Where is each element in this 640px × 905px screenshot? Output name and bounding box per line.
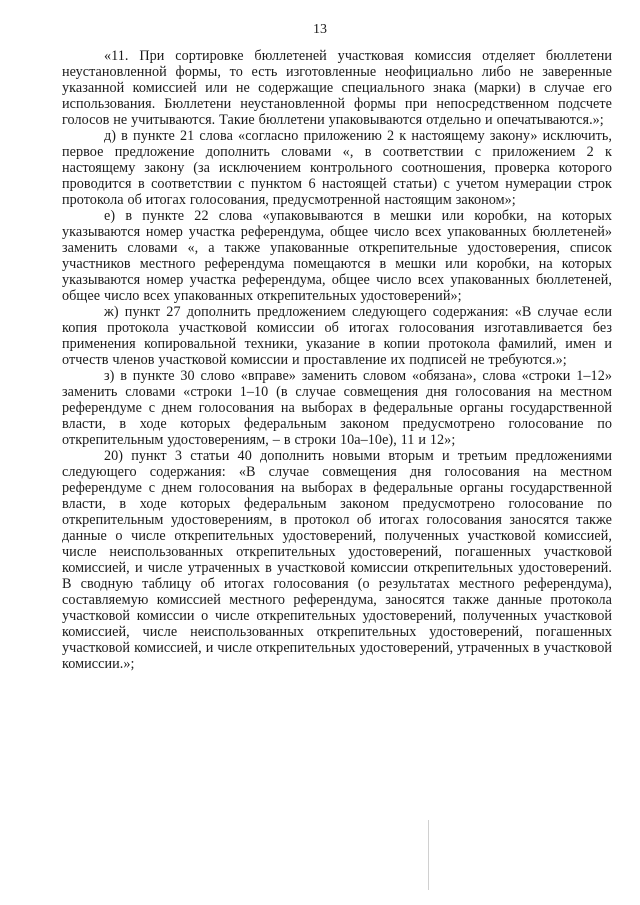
paragraph-subitem-zh: ж) пункт 27 дополнить предложением следующего содержания: «В случае если копия протокола участковой комиссии об итогах голосования изготавливается без применения копировальной техники, указание в копии протокола фамилий, имен и отчеств членов участковой комиссии и проставление их подписей не требуются.»; <box>62 304 612 368</box>
paragraph-item-11: «11. При сортировке бюллетеней участковая комиссия отделяет бюллетени неустановленной формы, то есть изготовленные неофициально либо не заверенные указанной комиссией или не содержащие специального знака (марки) в случае его использования. Бюллетени неустановленной формы при непосредственном подсчете голосов не учитываются. Такие бюллетени упаковываются отдельно и опечатываются.»; <box>62 48 612 128</box>
scan-artifact-line <box>428 820 429 890</box>
paragraph-item-20: 20) пункт 3 статьи 40 дополнить новыми вторым и третьим предложениями следующего содержания: «В случае совмещения дня голосования на местном референдуме с днем голосования на выборах в федеральные органы государственной власти, в ходе которых федеральным законом предусмотрено голосование по открепительным удостоверениям, в протокол об итогах голосования заносятся также данные о числе открепительных удостоверений, полученных участковой комиссией, числе неиспользованных открепительных удостоверений, погашенных участковой комиссией, и числе утраченных в участковой комиссии открепительных удостоверений. В сводную таблицу об итогах голосования (о результатах местного референдума), составляемую комиссией местного референдума, заносятся также данные протокола участковой комиссии о числе открепительных удостоверений, полученных участковой комиссией, числе неиспользованных открепительных удостоверений, погашенных участковой комиссией, и числе открепительных удостоверений, утраченных в участковой комиссии.»; <box>62 448 612 672</box>
document-body <box>62 48 612 672</box>
paragraph-subitem-e: е) в пункте 22 слова «упаковываются в мешки или коробки, на которых указываются номер участка референдума, общее число всех упакованных бюллетеней» заменить словами «, а также упакованные открепительные удостоверения, список участников местного референдума помещаются в мешки или коробки, на которых указываются номер участка референдума, общее число всех упакованных бюллетеней, общее число всех упакованных открепительных удостоверений»; <box>62 208 612 304</box>
paragraph-subitem-d: д) в пункте 21 слова «согласно приложению 2 к настоящему закону» исключить, первое предложение дополнить словами «, в соответствии с приложением 2 к настоящему закону (за исключением контрольного соотношения, проверка которого проводится в соответствии с пунктом 6 настоящей статьи) с учетом нумерации строк протокола об итогах голосования, предусмотренной настоящим законом»; <box>62 128 612 208</box>
page-number: 13 <box>313 22 327 37</box>
paragraph-subitem-z: з) в пункте 30 слово «вправе» заменить словом «обязана», слова «строки 1–12» заменить словами «строки 1–10 (в случае совмещения дня голосования на местном референдуме с днем голосования на выборах в федеральные органы государственной власти, в ходе которых федеральным законом предусмотрено голосование по открепительным удостоверениям, – в строки 10а–10е), 11 и 12»; <box>62 368 612 448</box>
